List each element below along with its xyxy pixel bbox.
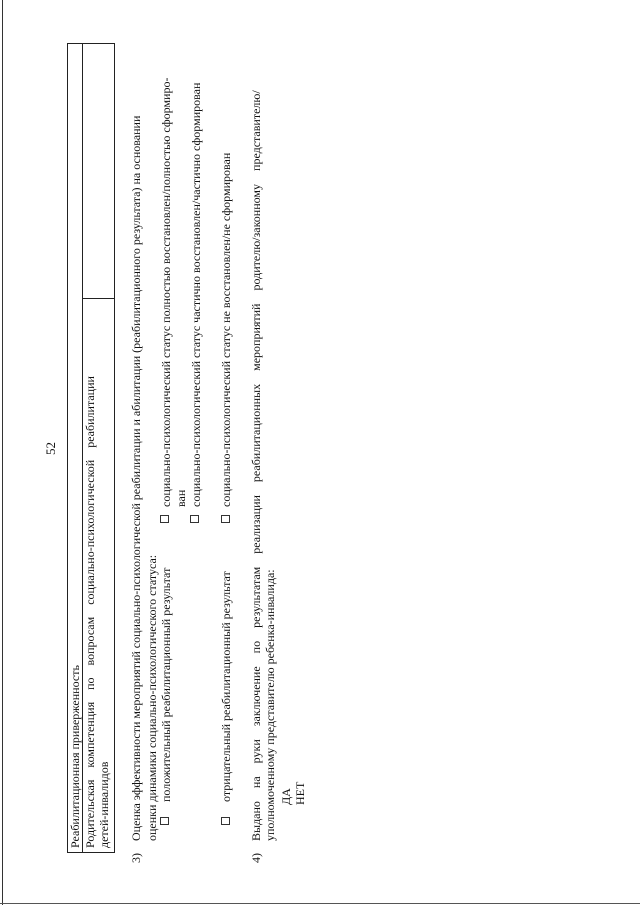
section3-title-line1: Оценка эффективности мероприятий социально-психологической реабилитации и абилитации (реабилитационного результата) на основании (129, 115, 143, 841)
positive-result-checkbox[interactable] (160, 817, 169, 825)
status-full-checkbox[interactable] (160, 515, 169, 523)
status-partial-checkbox[interactable] (190, 515, 199, 523)
status-none-checkbox[interactable] (221, 515, 230, 523)
table-label-line2: детей-инвалидов (97, 761, 111, 848)
status-full-label: социально-психологический статус полностью восстановлен/полностью сформиро- (159, 77, 173, 507)
table-label-cell (83, 298, 115, 852)
positive-result-label: положительный реабилитационный результат (159, 567, 173, 802)
section4-line1: Выдано на руки заключение по результатам реализации реабилитационных мероприятий родителю/законному представителю/ (249, 90, 263, 841)
negative-result-checkbox[interactable] (221, 817, 230, 825)
status-none-label: социально-психологический статус не восстановлен/не сформирован (219, 152, 233, 507)
table-value-cell (83, 44, 115, 299)
no-option[interactable]: НЕТ (293, 781, 307, 805)
table-row (83, 44, 115, 853)
section3-number: 3) (129, 853, 143, 863)
page-number: 52 (43, 442, 58, 455)
section4-number: 4) (249, 853, 263, 863)
section4-line2: уполномоченному представителю ребенка-инвалида: (263, 569, 277, 841)
status-full-label-cont: ван (174, 489, 188, 507)
table-header-cell: Реабилитационная приверженность (68, 44, 83, 853)
negative-result-label: отрицательный реабилитационный результат (219, 571, 233, 802)
rehab-adherence-table (67, 43, 115, 853)
table-row (68, 44, 83, 853)
table-label-line1: Родительская компетенция по вопросам социально-психологической реабилитации (83, 376, 97, 848)
section3-title-line2: оценки динамики социально-психологического статуса: (145, 554, 159, 841)
status-partial-label: социально-психологический статус частично восстановлен/частично сформирован (189, 82, 203, 507)
yes-option[interactable]: ДА (279, 788, 293, 805)
